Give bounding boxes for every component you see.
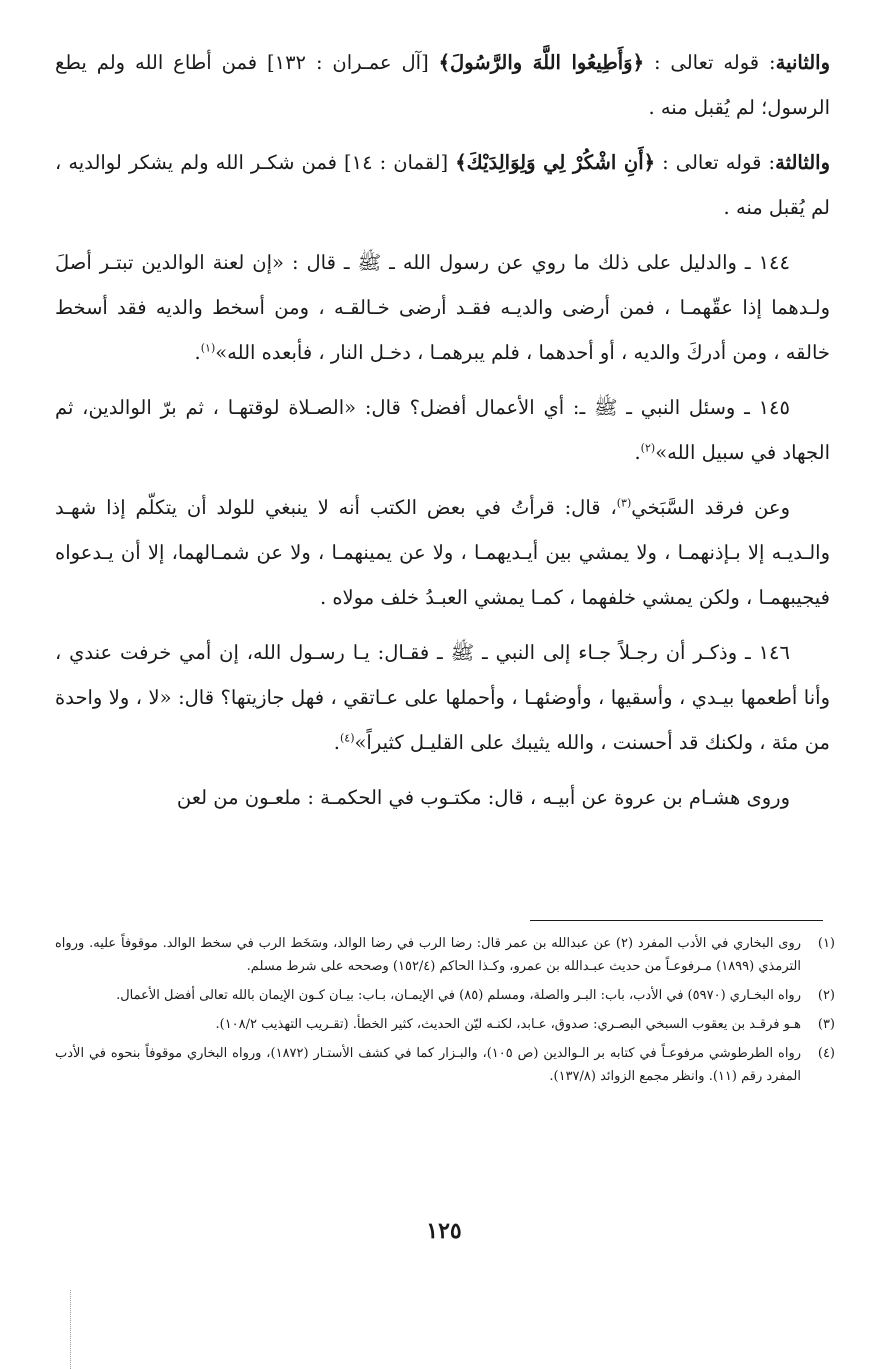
footnote-item — [55, 1013, 835, 1036]
paragraph-end: . — [333, 731, 340, 754]
footnote-ref: (١) — [200, 341, 216, 355]
paragraph-text: ١٤٦ ـ وذكـر أن رجـلاً جـاء إلى النبي ـ ﷺ ـ فقـال: يـا رسـول الله، إن أمي خرفت عندي ، وأنا أطعمها بيـدي ، وأسقيها ، وأوضئهـا ، وأحملها على عـاتقي ، فهل جازيتها؟ قال: «لا ، ولا واحدة من مئة ، ولكنك قد أحسنت ، والله يثيبك على القليـل كثيراً» — [55, 641, 830, 754]
paragraph-text: [آل عمـران : ١٣٢] فمن أطاع الله ولم يطع الرسول؛ لم يُقبل منه . — [55, 51, 830, 119]
footnote-ref: (٢) — [640, 441, 656, 455]
footnote-ref: (٣) — [616, 496, 632, 510]
quran-verse: ﴿وَأَطِيعُوا اللَّهَ والرَّسُولَ﴾ — [438, 51, 645, 74]
paragraph-text: : قوله تعالى : — [644, 51, 776, 74]
paragraph-end: . — [194, 341, 201, 364]
paragraph-hadith-144 — [55, 240, 830, 375]
paragraph-farqad — [55, 485, 830, 620]
paragraph-text: : قوله تعالى : — [655, 151, 776, 174]
quran-verse: ﴿أَنِ اشْكُرْ لِي وَلِوَالِدَيْكَ﴾ — [455, 151, 656, 174]
footnote-text: رواه الطرطوشي مرفوعـاً في كتابه بر الـوالدين (ص ١٠٥)، والبـزار كما في كشف الأستـار (١٨٧٢)، ورواه البخاري موقوفاً بنحوه في الأدب المفرد رقم (١١). وانظر مجمع الزوائد (١٣٧/٨). — [55, 1046, 802, 1084]
paragraph-text: ١٤٥ ـ وسئل النبي ـ ﷺ ـ: أي الأعمال أفضل؟ قال: «الصـلاة لوقتهـا ، ثم برّ الوالدين، ثم الجهاد في سبيل الله» — [55, 396, 830, 464]
paragraph-text: ١٤٤ ـ والدليل على ذلك ما روي عن رسول الله ـ ﷺ ـ قال : «إن لعنة الوالدين تبتـر أصلَ ولـدهما إذا عقّهمـا ، فمن أرضى والديـه فقـد أرضى خـالقـه ، ومن أسخط والديه فقد أسخط خالقه ، ومن أدركَ والديه ، أو أحدهما ، فلم يبرهمـا ، دخـل النار ، فأبعده الله» — [55, 251, 830, 364]
footnote-item — [55, 1042, 835, 1088]
footnote-text: هـو فرقـد بن يعقوب السبخي البصـري: صدوق، عـابد، لكنـه ليّن الحديث، كثير الخطأ. (تقـريب التهذيب ١٠٨/٢). — [215, 1017, 801, 1032]
footnote-number: (١) — [817, 936, 835, 951]
page-number: ١٢٥ — [426, 1218, 462, 1244]
footnote-ref: (٤) — [339, 731, 355, 745]
footnote-number: (٤) — [817, 1046, 835, 1061]
footnote-number: (٢) — [817, 988, 835, 1003]
footnotes — [55, 932, 835, 1094]
footnote-separator — [530, 920, 823, 921]
paragraph-third-verse — [55, 140, 830, 230]
paragraph-hadith-146 — [55, 630, 830, 765]
footnote-number: (٣) — [817, 1017, 835, 1032]
footnote-item — [55, 932, 835, 978]
paragraph-end: . — [634, 441, 641, 464]
paragraph-text: وروى هشـام بن عروة عن أبيـه ، قال: مكتـوب في الحكمـة : ملعـون من لعن — [176, 786, 790, 809]
paragraph-text: ، قال: قرأتُ في بعض الكتب أنه لا ينبغي للولد أن يتكلّم إذا شهـد والـديـه إلا بـإذنهمـا ، ولا يمشي بين أيـديهمـا ، ولا عن يمينهمـا ، ولا عن شمـالهما، إلا أن يـدعواه فيجيبهمـا ، ولكن يمشي خلفهما ، كمـا يمشي العبـدُ خلف مولاه . — [55, 496, 830, 609]
paragraph-text: [لقمان : ١٤] فمن شكـر الله ولم يشكر لوالديه ، لم يُقبل منه . — [55, 151, 830, 219]
paragraph-text: وعن فرقد السَّبَخي — [631, 496, 790, 519]
main-text — [55, 40, 830, 830]
paragraph-second-verse — [55, 40, 830, 130]
scan-margin-line — [70, 1290, 71, 1369]
footnote-item — [55, 984, 835, 1007]
footnote-text: روى البخاري في الأدب المفرد (٢) عن عبدالله بن عمر قال: رضا الرب في رضا الوالد، وسَخَط الرب في سخط الوالد. موقوفاً عليه. ورواه الترمذي (١٨٩٩) مـرفوعـاً من حديث عبـدالله بن عمرو، وكـذا الحاكم (١٥٢/٤) وصححه على شرط مسلم. — [55, 936, 802, 974]
paragraph-lead-word: والثانية — [775, 51, 830, 74]
footnote-text: رواه البخـاري (٥٩٧٠) في الأدب، باب: البـر والصلة، ومسلم (٨٥) في الإيمـان، بـاب: بيـان كـون الإيمان بالله تعالى أفضل الأعمال. — [116, 988, 801, 1003]
paragraph-lead-word: والثالثة — [775, 151, 830, 174]
paragraph-hadith-145 — [55, 385, 830, 475]
paragraph-hisham — [55, 775, 830, 820]
